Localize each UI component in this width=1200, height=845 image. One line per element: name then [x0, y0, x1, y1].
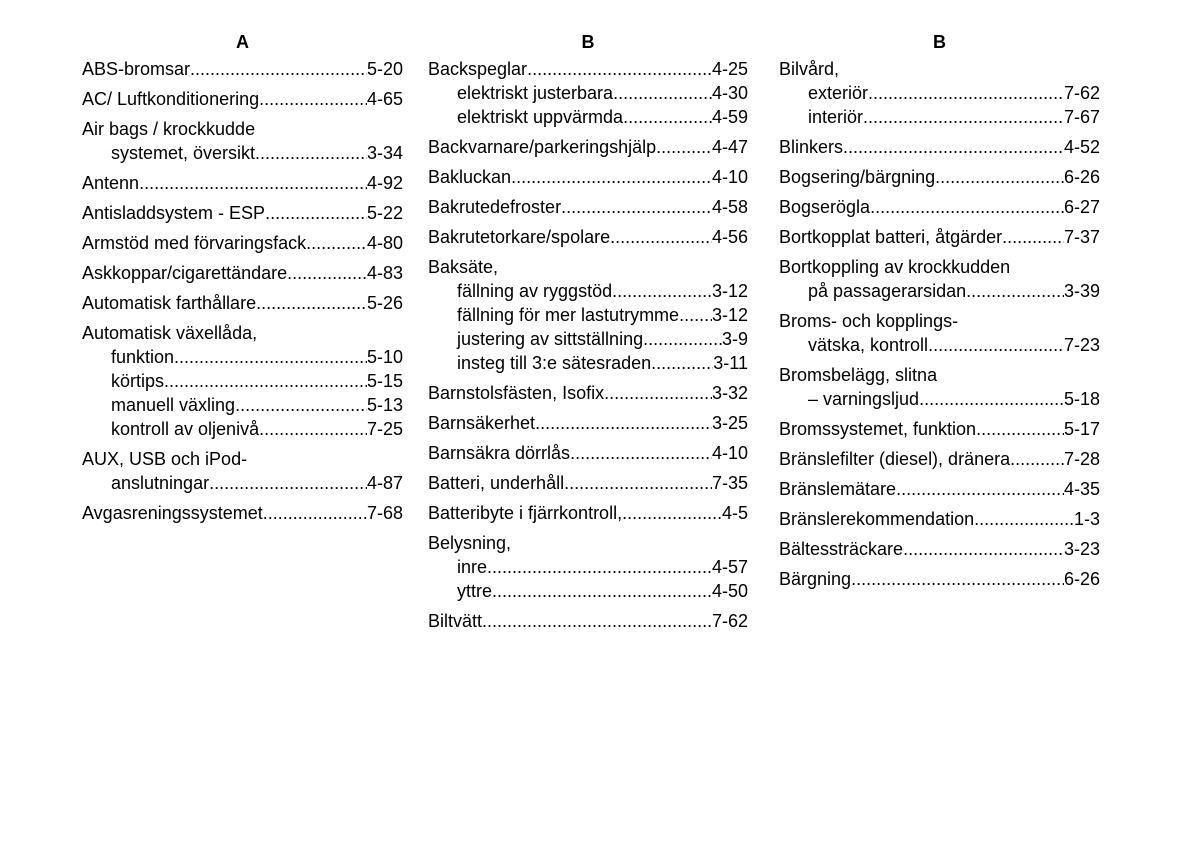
index-term [779, 537, 1100, 561]
dot-leader [843, 135, 1064, 159]
page-reference: 5-26 [366, 293, 403, 313]
index-entry [428, 501, 748, 525]
index-entry [779, 567, 1100, 591]
dot-leader [265, 201, 367, 225]
index-entry [779, 165, 1100, 189]
page-reference: 4-50 [711, 581, 748, 601]
index-term [82, 87, 403, 111]
index-term [428, 531, 748, 555]
index-entry [82, 87, 403, 111]
entry-text: Barnstolsfästen, Isofix [428, 383, 605, 403]
index-entry [428, 411, 748, 435]
dot-leader [235, 393, 367, 417]
dot-leader [976, 417, 1064, 441]
index-subentry [779, 333, 1100, 357]
index-entry [82, 201, 403, 225]
entry-text: Baksäte, [428, 257, 499, 277]
dot-leader [306, 231, 367, 255]
dot-leader [935, 165, 1064, 189]
page-reference: 6-26 [1063, 167, 1100, 187]
index-subentry [779, 279, 1100, 303]
page-reference: 7-62 [711, 611, 748, 631]
dot-leader [896, 477, 1064, 501]
entry-text: Belysning, [428, 533, 512, 553]
entry-text: Air bags / krockkudde [82, 119, 256, 139]
entry-text: Bromssystemet, funktion [779, 419, 977, 439]
index-term [779, 417, 1100, 441]
index-entry [82, 261, 403, 285]
index-entry [82, 57, 403, 81]
entry-text: Bortkopplat batteri, åtgärder [779, 227, 1003, 247]
index-subentry [779, 105, 1100, 129]
index-entry [779, 537, 1100, 561]
index-subentry [428, 579, 748, 603]
page-reference: 3-11 [713, 353, 748, 373]
dot-leader [255, 141, 367, 165]
page-reference: 3-12 [711, 305, 748, 325]
index-column-b-1 [428, 30, 748, 639]
page-reference: 3-12 [711, 281, 748, 301]
dot-leader [287, 261, 367, 285]
entry-text: Bortkoppling av krockkudden [779, 257, 1011, 277]
index-subentry [428, 351, 748, 375]
entry-text: Barnsäkerhet [428, 413, 536, 433]
index-entry [82, 231, 403, 255]
index-entry [779, 447, 1100, 471]
index-entry [779, 417, 1100, 441]
index-term [779, 477, 1100, 501]
entry-text: Bromsbelägg, slitna [779, 365, 938, 385]
index-term [779, 225, 1100, 249]
index-term [428, 501, 748, 525]
index-entry [428, 57, 748, 129]
index-entry [779, 225, 1100, 249]
entry-text: fällning för mer lastutrymme [457, 305, 680, 325]
page-reference: 4-52 [1063, 137, 1100, 157]
index-column-b-2 [779, 30, 1100, 597]
entry-text: körtips [111, 371, 165, 391]
index-subentry [82, 369, 403, 393]
dot-leader [656, 135, 712, 159]
entry-text: insteg till 3:e sätesraden [457, 353, 652, 373]
entry-text: Avgasreningssystemet [82, 503, 263, 523]
entry-text: anslutningar [111, 473, 210, 493]
page-reference: 6-27 [1063, 197, 1100, 217]
index-entry [779, 363, 1100, 411]
index-entry [779, 309, 1100, 357]
page-reference: 4-87 [366, 473, 403, 493]
entry-text: Batteri, underhåll [428, 473, 565, 493]
page-reference: 5-17 [1063, 419, 1100, 439]
index-column-a [82, 30, 403, 531]
page-reference: 3-23 [1063, 539, 1100, 559]
page-reference: 3-39 [1063, 281, 1100, 301]
dot-leader [1002, 225, 1064, 249]
page-reference: 1-3 [1073, 509, 1100, 529]
index-subentry [428, 555, 748, 579]
entry-text: Batteribyte i fjärrkontroll, [428, 503, 623, 523]
dot-leader [209, 471, 367, 495]
dot-leader [622, 501, 722, 525]
index-entry [82, 171, 403, 195]
dot-leader [966, 279, 1064, 303]
index-subentry [82, 417, 403, 441]
entry-text: Bränslefilter (diesel), dränera [779, 449, 1011, 469]
entry-text: Bakluckan [428, 167, 512, 187]
page-reference: 4-56 [711, 227, 748, 247]
dot-leader [903, 537, 1064, 561]
dot-leader [1010, 447, 1064, 471]
page-reference: 7-25 [366, 419, 403, 439]
entry-text: Biltvätt [428, 611, 483, 631]
index-term [779, 567, 1100, 591]
entry-text: funktion [111, 347, 175, 367]
page-reference: 4-25 [711, 59, 748, 79]
index-subentry [428, 303, 748, 327]
dot-leader [527, 57, 712, 81]
index-term [82, 321, 403, 345]
index-term [82, 291, 403, 315]
index-term [779, 255, 1100, 279]
page-reference: 4-65 [366, 89, 403, 109]
dot-leader [564, 471, 712, 495]
entry-text: exteriör [808, 83, 869, 103]
index-entry [428, 225, 748, 249]
page-reference: 3-9 [721, 329, 748, 349]
page-reference: 7-23 [1063, 335, 1100, 355]
entry-text: Antisladdsystem - ESP [82, 203, 266, 223]
index-term [779, 195, 1100, 219]
index-term [82, 201, 403, 225]
page-reference: 4-35 [1063, 479, 1100, 499]
dot-leader [561, 195, 712, 219]
index-entry [428, 381, 748, 405]
dot-leader [256, 291, 367, 315]
index-entry [428, 255, 748, 375]
dot-leader [679, 303, 712, 327]
entry-text: justering av sittställning [457, 329, 644, 349]
entry-text: på passagerarsidan [808, 281, 967, 301]
index-entry [82, 291, 403, 315]
page-reference: 3-34 [366, 143, 403, 163]
index-term [428, 471, 748, 495]
dot-leader [492, 579, 712, 603]
dot-leader [610, 225, 712, 249]
entry-text: Bältessträckare [779, 539, 904, 559]
index-term [82, 231, 403, 255]
index-subentry [82, 393, 403, 417]
entry-text: interiör [808, 107, 864, 127]
page-reference: 4-30 [711, 83, 748, 103]
entry-text: Antenn [82, 173, 140, 193]
entry-text: Backspeglar [428, 59, 528, 79]
dot-leader [863, 105, 1064, 129]
index-term [428, 225, 748, 249]
page-reference: 4-83 [366, 263, 403, 283]
index-subentry [82, 471, 403, 495]
dot-leader [919, 387, 1064, 411]
dot-leader [604, 381, 712, 405]
index-entry [82, 321, 403, 441]
index-term [428, 57, 748, 81]
index-entry [779, 477, 1100, 501]
entry-text: kontroll av oljenivå [111, 419, 260, 439]
dot-leader [868, 81, 1064, 105]
entry-text: Bakrutetorkare/spolare [428, 227, 611, 247]
index-term [779, 507, 1100, 531]
index-subentry [428, 279, 748, 303]
index-term [82, 447, 403, 471]
index-term [428, 411, 748, 435]
page-reference: 5-18 [1063, 389, 1100, 409]
entry-text: Bärgning [779, 569, 852, 589]
index-term [82, 501, 403, 525]
dot-leader [190, 57, 367, 81]
index-term [779, 309, 1100, 333]
page-reference: 4-59 [711, 107, 748, 127]
index-term [779, 135, 1100, 159]
entry-text: yttre [457, 581, 493, 601]
page-reference: 7-62 [1063, 83, 1100, 103]
entry-text: Backvarnare/parkeringshjälp [428, 137, 657, 157]
dot-leader [613, 81, 712, 105]
entry-text: Bränslemätare [779, 479, 897, 499]
entry-text: ABS-bromsar [82, 59, 191, 79]
entry-text: Bränslerekommendation [779, 509, 975, 529]
index-entry [428, 609, 748, 633]
index-term [428, 195, 748, 219]
dot-leader [651, 351, 713, 375]
dot-leader [174, 345, 367, 369]
column-heading: B [933, 32, 946, 52]
page-reference: 7-28 [1063, 449, 1100, 469]
index-subentry [428, 327, 748, 351]
page-reference: 5-15 [366, 371, 403, 391]
dot-leader [511, 165, 712, 189]
index-entry [779, 507, 1100, 531]
column-heading: B [581, 32, 595, 52]
page-reference: 3-32 [711, 383, 748, 403]
index-entry [428, 135, 748, 159]
dot-leader [482, 609, 712, 633]
page-reference: 4-57 [711, 557, 748, 577]
index-entry [82, 117, 403, 165]
entry-text: Bogserögla [779, 197, 871, 217]
page-reference: 5-20 [366, 59, 403, 79]
column-heading: A [236, 32, 249, 52]
index-subentry [779, 81, 1100, 105]
page-reference: 4-80 [366, 233, 403, 253]
dot-leader [164, 369, 367, 393]
index-entry [779, 57, 1100, 129]
index-term [428, 255, 748, 279]
entry-text: – varningsljud [808, 389, 920, 409]
index-subentry [428, 105, 748, 129]
entry-text: manuell växling [111, 395, 236, 415]
entry-text: Automatisk farthållare [82, 293, 257, 313]
index-term [82, 57, 403, 81]
index-entry [428, 165, 748, 189]
entry-text: systemet, översikt [111, 143, 256, 163]
page-reference: 6-26 [1063, 569, 1100, 589]
index-subentry [779, 387, 1100, 411]
index-entry [428, 195, 748, 219]
index-term [779, 165, 1100, 189]
page-reference: 7-68 [366, 503, 403, 523]
page-reference: 4-5 [721, 503, 748, 523]
entry-text: Bogsering/bärgning [779, 167, 936, 187]
page-reference: 4-58 [711, 197, 748, 217]
page-reference: 3-25 [711, 413, 748, 433]
page-reference: 4-47 [711, 137, 748, 157]
page-reference: 5-10 [366, 347, 403, 367]
page-reference: 7-67 [1063, 107, 1100, 127]
dot-leader [870, 195, 1064, 219]
dot-leader [487, 555, 712, 579]
index-subentry [82, 345, 403, 369]
entry-text: Blinkers [779, 137, 844, 157]
dot-leader [643, 327, 722, 351]
index-term [779, 447, 1100, 471]
dot-leader [139, 171, 367, 195]
entry-text: Bakrutedefroster [428, 197, 562, 217]
entry-text: vätska, kontroll [808, 335, 929, 355]
entry-text: AC/ Luftkonditionering [82, 89, 260, 109]
page-reference: 7-35 [711, 473, 748, 493]
index-entry [82, 447, 403, 495]
dot-leader [623, 105, 712, 129]
page-reference: 4-92 [366, 173, 403, 193]
index-subentry [428, 81, 748, 105]
entry-text: Bilvård, [779, 59, 840, 79]
index-entry [428, 471, 748, 495]
dot-leader [974, 507, 1074, 531]
index-subentry [82, 141, 403, 165]
dot-leader [263, 501, 367, 525]
dot-leader [612, 279, 712, 303]
index-entry [779, 255, 1100, 303]
index-term [428, 381, 748, 405]
index-term [82, 261, 403, 285]
entry-text: elektriskt justerbara [457, 83, 614, 103]
entry-text: Barnsäkra dörrlås [428, 443, 571, 463]
entry-text: elektriskt uppvärmda [457, 107, 624, 127]
index-term [82, 117, 403, 141]
page-reference: 5-13 [366, 395, 403, 415]
index-entry [82, 501, 403, 525]
page-reference: 5-22 [366, 203, 403, 223]
dot-leader [259, 87, 367, 111]
entry-text: Broms- och kopplings- [779, 311, 959, 331]
dot-leader [570, 441, 712, 465]
entry-text: AUX, USB och iPod- [82, 449, 248, 469]
entry-text: Automatisk växellåda, [82, 323, 258, 343]
dot-leader [851, 567, 1064, 591]
index-term [428, 609, 748, 633]
index-entry [779, 135, 1100, 159]
index-entry [428, 441, 748, 465]
index-term [779, 57, 1100, 81]
index-term [779, 363, 1100, 387]
page-reference: 7-37 [1063, 227, 1100, 247]
index-term [428, 441, 748, 465]
page-reference: 4-10 [711, 167, 748, 187]
index-entry [428, 531, 748, 603]
dot-leader [535, 411, 712, 435]
index-term [428, 135, 748, 159]
dot-leader [259, 417, 367, 441]
entry-text: Askkoppar/cigarettändare [82, 263, 288, 283]
entry-text: fällning av ryggstöd [457, 281, 613, 301]
index-term [82, 171, 403, 195]
index-term [428, 165, 748, 189]
page-reference: 4-10 [711, 443, 748, 463]
index-entry [779, 195, 1100, 219]
dot-leader [928, 333, 1064, 357]
entry-text: inre [457, 557, 488, 577]
entry-text: Armstöd med förvaringsfack [82, 233, 307, 253]
